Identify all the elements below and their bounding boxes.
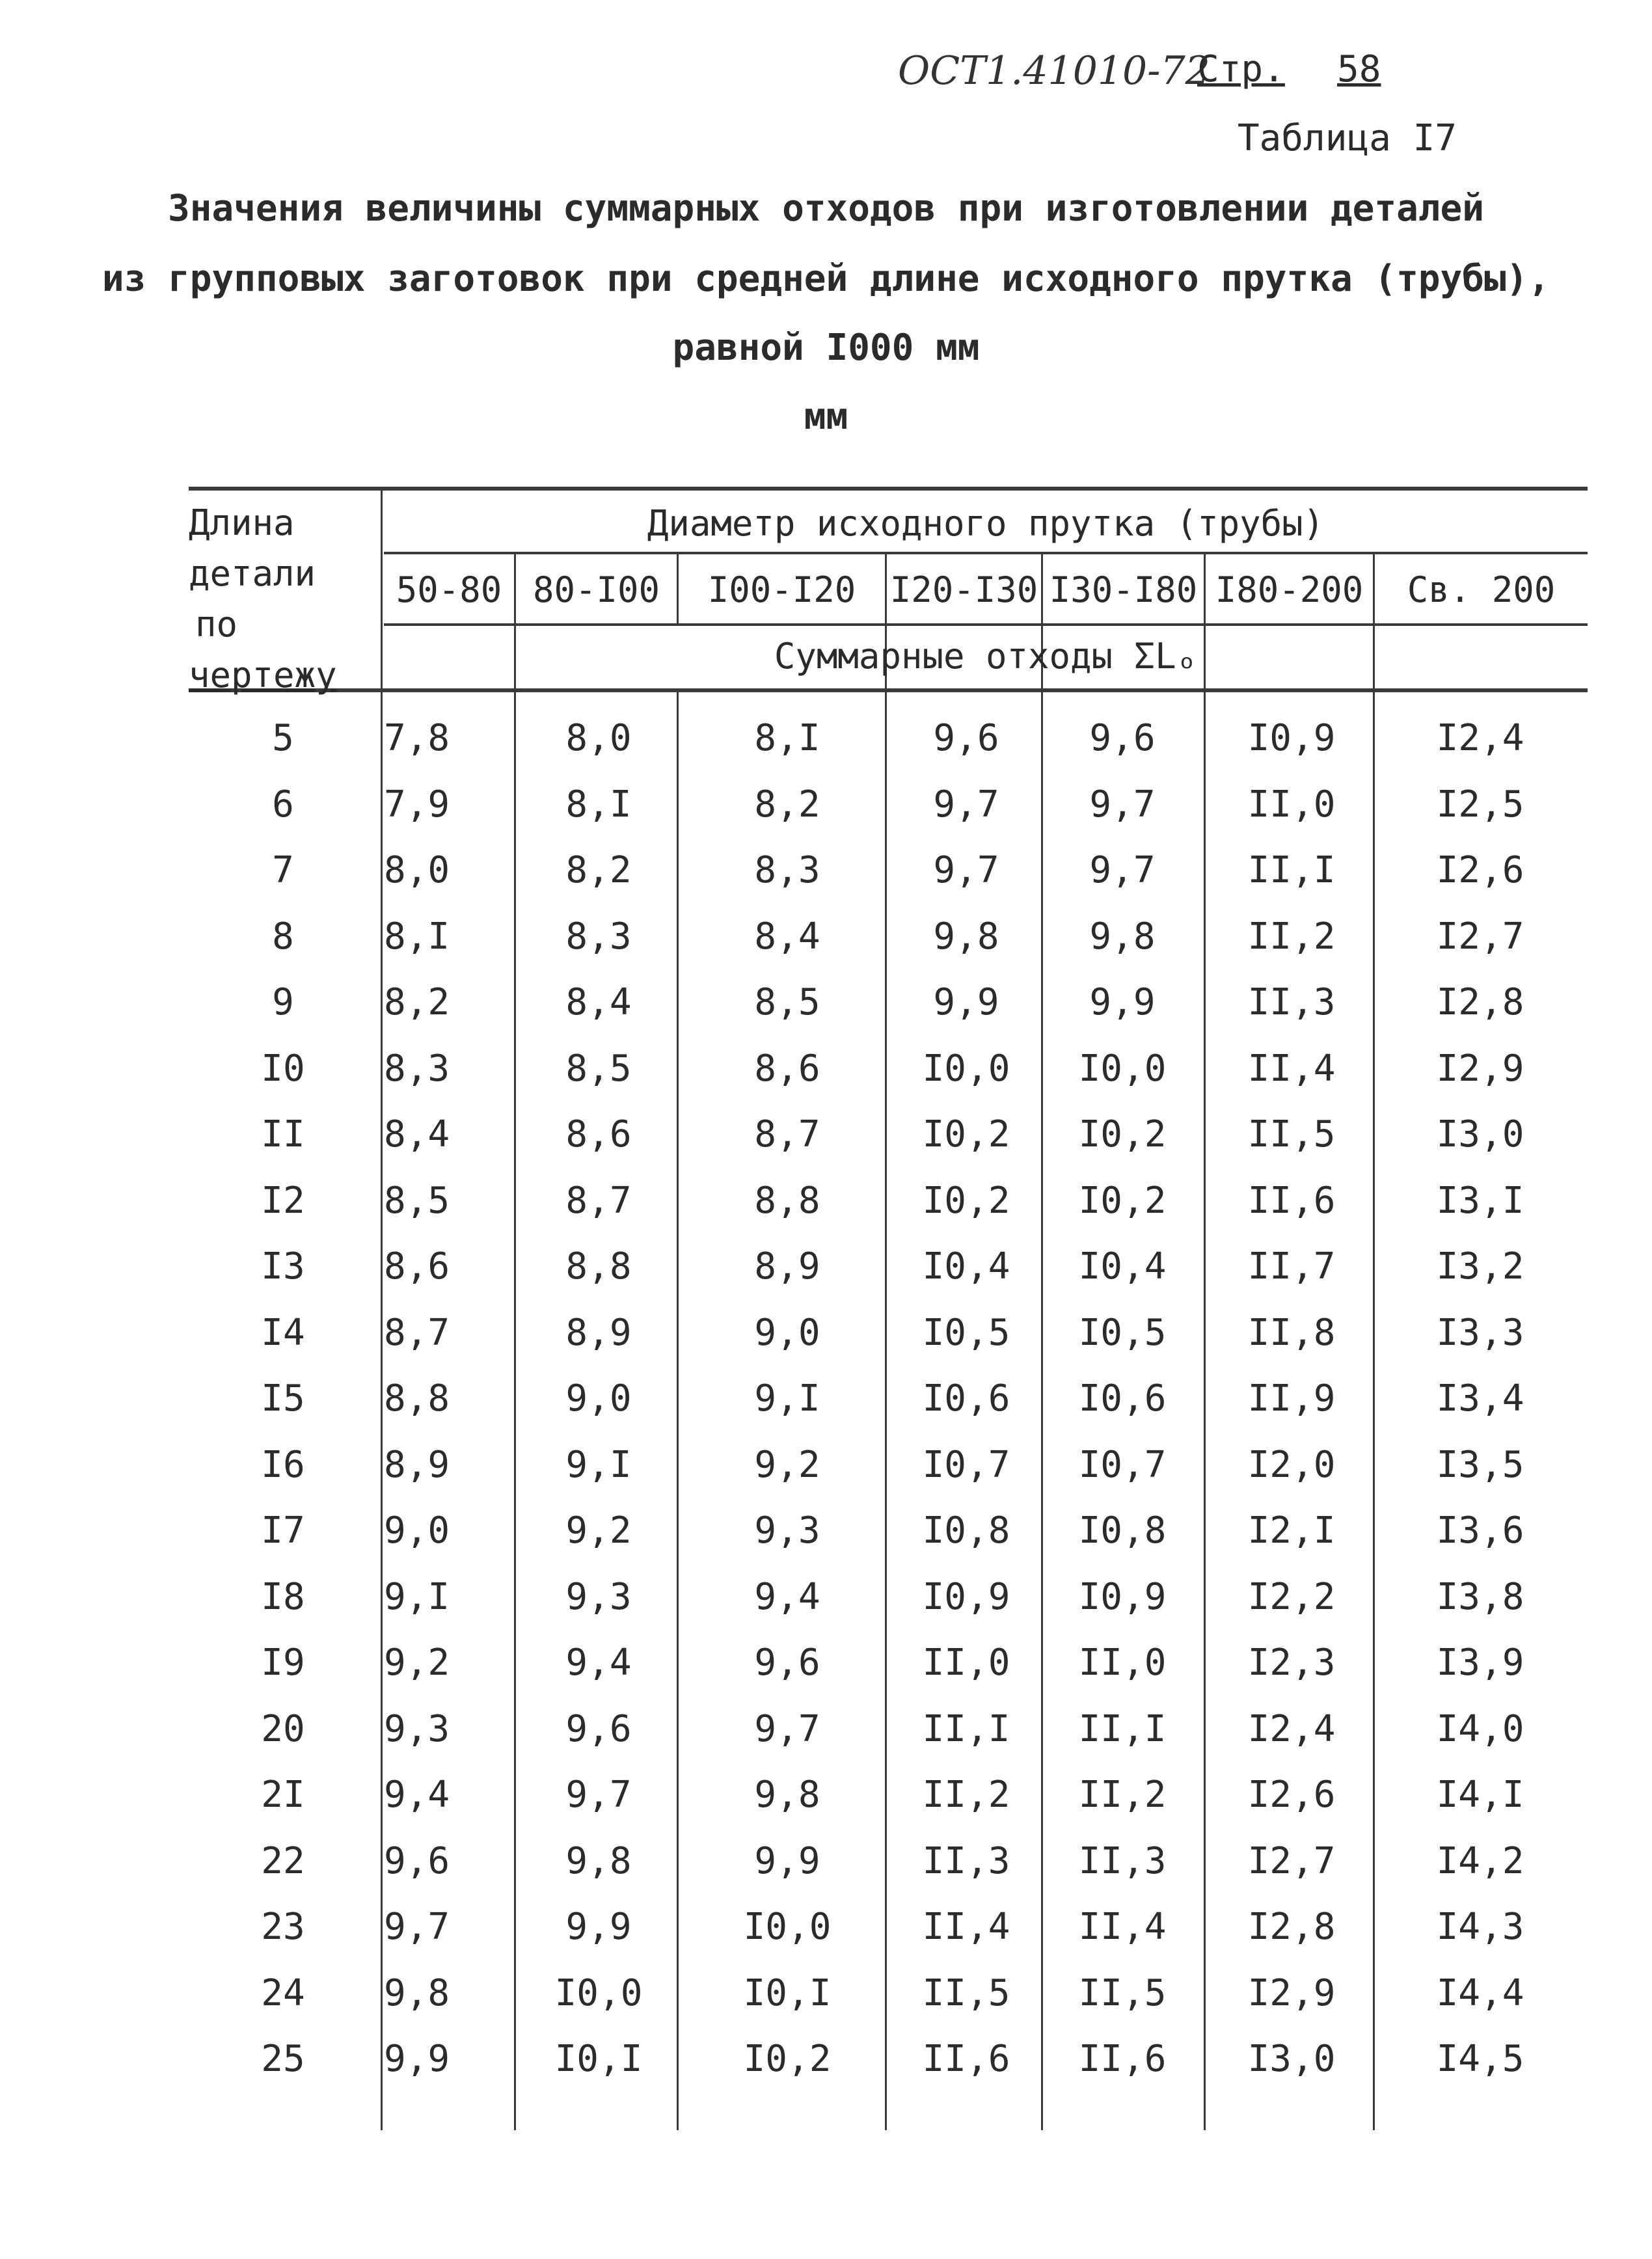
waste-value-cell: I3,4 bbox=[1436, 1377, 1524, 1420]
waste-value-cell: II,5 bbox=[922, 1972, 1010, 2014]
waste-value-cell: II,9 bbox=[1247, 1377, 1336, 1420]
part-length-cell: 22 bbox=[261, 1840, 305, 1882]
waste-value-cell: 9,8 bbox=[1089, 915, 1156, 958]
waste-value-cell: 8,7 bbox=[754, 1113, 820, 1156]
waste-value-cell: I0,5 bbox=[1078, 1312, 1167, 1354]
waste-value-cell: II,4 bbox=[1247, 1048, 1336, 1090]
waste-value-cell: II,0 bbox=[1247, 783, 1336, 826]
part-length-cell: I9 bbox=[261, 1642, 305, 1684]
column-separator bbox=[1041, 554, 1043, 2130]
waste-value-cell: II,I bbox=[922, 1708, 1010, 1750]
waste-value-cell: II,3 bbox=[1247, 981, 1336, 1023]
part-length-cell: I7 bbox=[261, 1509, 305, 1552]
waste-value-cell: I2,2 bbox=[1247, 1576, 1336, 1618]
waste-value-cell: 7,8 bbox=[384, 717, 450, 759]
waste-value-cell: I4,4 bbox=[1436, 1972, 1524, 2014]
waste-value-cell: 9,7 bbox=[565, 1774, 632, 1816]
waste-value-cell: 9,I bbox=[754, 1377, 820, 1420]
diameter-col-over-200: Св. 200 bbox=[1407, 569, 1556, 610]
waste-value-cell: 9,4 bbox=[565, 1642, 632, 1684]
waste-value-cell: II,2 bbox=[1247, 915, 1336, 958]
waste-value-cell: I3,2 bbox=[1436, 1245, 1524, 1288]
waste-value-cell: 9,7 bbox=[933, 849, 999, 891]
waste-value-cell: 9,6 bbox=[1089, 717, 1156, 759]
document-number: ОСТ1.41010-72 bbox=[898, 48, 1210, 94]
waste-value-cell: I2,9 bbox=[1247, 1972, 1336, 2014]
waste-value-cell: I4,I bbox=[1436, 1774, 1524, 1816]
title-line-2: из групповых заготовок при средней длине исходного прутка (трубы), bbox=[102, 258, 1550, 300]
diameter-col-50-80: 50-80 bbox=[396, 569, 502, 610]
waste-value-cell: 8,2 bbox=[754, 783, 820, 826]
waste-value-cell: I2,7 bbox=[1436, 915, 1524, 958]
title-line-3: равной I000 мм bbox=[672, 327, 980, 369]
waste-value-cell: 8,4 bbox=[754, 915, 820, 958]
part-length-cell: I6 bbox=[261, 1444, 305, 1486]
waste-value-cell: 8,8 bbox=[384, 1377, 450, 1420]
waste-value-cell: 7,9 bbox=[384, 783, 450, 826]
waste-value-cell: 9,3 bbox=[754, 1509, 820, 1552]
waste-value-cell: I0,I bbox=[554, 2038, 643, 2080]
header-line: детали bbox=[189, 553, 316, 594]
waste-value-cell: 9,2 bbox=[754, 1444, 820, 1486]
waste-value-cell: 9,9 bbox=[384, 2038, 450, 2080]
header-line: по bbox=[195, 604, 238, 645]
waste-value-cell: 8,0 bbox=[384, 849, 450, 891]
waste-value-cell: 8,2 bbox=[565, 849, 632, 891]
waste-value-cell: I3,9 bbox=[1436, 1642, 1524, 1684]
waste-value-cell: 9,0 bbox=[754, 1312, 820, 1354]
part-length-cell: 20 bbox=[261, 1708, 305, 1750]
waste-value-cell: 9,0 bbox=[565, 1377, 632, 1420]
waste-value-cell: I0,I bbox=[743, 1972, 832, 2014]
waste-value-cell: II,0 bbox=[922, 1642, 1010, 1684]
waste-value-cell: I0,2 bbox=[922, 1113, 1010, 1156]
waste-value-cell: 8,9 bbox=[384, 1444, 450, 1486]
waste-value-cell: II,2 bbox=[1078, 1774, 1167, 1816]
waste-value-cell: I0,7 bbox=[922, 1444, 1010, 1486]
waste-value-cell: II,2 bbox=[922, 1774, 1010, 1816]
waste-value-cell: 9,9 bbox=[933, 981, 999, 1023]
waste-value-cell: II,I bbox=[1078, 1708, 1167, 1750]
column-separator bbox=[381, 491, 383, 2130]
waste-value-cell: 9,8 bbox=[384, 1972, 450, 2014]
waste-value-cell: 9,6 bbox=[384, 1840, 450, 1882]
part-length-cell: I5 bbox=[261, 1377, 305, 1420]
title-line-1: Значения величины суммарных отходов при изготовлении деталей bbox=[168, 187, 1484, 230]
waste-value-cell: 8,6 bbox=[565, 1113, 632, 1156]
column-separator bbox=[677, 692, 679, 2130]
header-bottom-rule bbox=[189, 688, 1588, 692]
part-length-cell: I4 bbox=[261, 1312, 305, 1354]
waste-value-cell: II,I bbox=[1247, 849, 1336, 891]
waste-value-cell: II,4 bbox=[1078, 1906, 1167, 1948]
waste-value-cell: 9,9 bbox=[1089, 981, 1156, 1023]
waste-value-cell: 9,6 bbox=[565, 1708, 632, 1750]
part-length-cell: 23 bbox=[261, 1906, 305, 1948]
waste-value-cell: 9,I bbox=[384, 1576, 450, 1618]
column-separator bbox=[1204, 554, 1206, 2130]
waste-value-cell: 9,7 bbox=[384, 1906, 450, 1948]
waste-value-cell: I0,4 bbox=[922, 1245, 1010, 1288]
part-length-cell: II bbox=[261, 1113, 305, 1156]
part-length-cell: I8 bbox=[261, 1576, 305, 1618]
waste-value-cell: 9,6 bbox=[933, 717, 999, 759]
header-line: чертежу bbox=[189, 655, 337, 696]
waste-value-cell: I0,2 bbox=[922, 1180, 1010, 1222]
waste-value-cell: II,5 bbox=[1078, 1972, 1167, 2014]
waste-value-cell: 9,6 bbox=[754, 1642, 820, 1684]
waste-value-cell: I0,7 bbox=[1078, 1444, 1167, 1486]
waste-value-cell: I2,8 bbox=[1436, 981, 1524, 1023]
waste-value-cell: II,8 bbox=[1247, 1312, 1336, 1354]
table-label: Таблица I7 bbox=[1237, 117, 1457, 159]
waste-value-cell: I2,0 bbox=[1247, 1444, 1336, 1486]
waste-value-cell: I0,9 bbox=[1078, 1576, 1167, 1618]
waste-value-cell: I2,6 bbox=[1436, 849, 1524, 891]
waste-value-cell: 9,8 bbox=[754, 1774, 820, 1816]
diameter-col-100-120: I00-I20 bbox=[707, 569, 856, 610]
waste-value-cell: I0,0 bbox=[554, 1972, 643, 2014]
column-separator bbox=[514, 554, 516, 2130]
waste-value-cell: 9,8 bbox=[933, 915, 999, 958]
waste-value-cell: 8,8 bbox=[754, 1180, 820, 1222]
part-length-cell: I2 bbox=[261, 1180, 305, 1222]
waste-value-cell: 9,8 bbox=[565, 1840, 632, 1882]
waste-value-cell: I2,8 bbox=[1247, 1906, 1336, 1948]
waste-value-cell: 8,I bbox=[754, 717, 820, 759]
waste-value-cell: 8,3 bbox=[754, 849, 820, 891]
waste-value-cell: I2,9 bbox=[1436, 1048, 1524, 1090]
waste-value-cell: 8,0 bbox=[565, 717, 632, 759]
waste-value-cell: 8,9 bbox=[565, 1312, 632, 1354]
waste-value-cell: II,6 bbox=[1078, 2038, 1167, 2080]
waste-value-cell: I2,5 bbox=[1436, 783, 1524, 826]
waste-value-cell: 8,4 bbox=[565, 981, 632, 1023]
part-length-cell: I3 bbox=[261, 1245, 305, 1288]
waste-value-cell: I0,9 bbox=[922, 1576, 1010, 1618]
part-length-cell: 24 bbox=[261, 1972, 305, 2014]
waste-value-cell: I0,2 bbox=[743, 2038, 832, 2080]
waste-value-cell: 8,I bbox=[384, 915, 450, 958]
waste-value-cell: II,0 bbox=[1078, 1642, 1167, 1684]
waste-value-cell: II,3 bbox=[1078, 1840, 1167, 1882]
waste-value-cell: 8,3 bbox=[565, 915, 632, 958]
waste-value-cell: I3,8 bbox=[1436, 1576, 1524, 1618]
waste-value-cell: 9,7 bbox=[933, 783, 999, 826]
waste-value-cell: 9,9 bbox=[565, 1906, 632, 1948]
waste-value-cell: 8,9 bbox=[754, 1245, 820, 1288]
diameter-col-180-200: I80-200 bbox=[1215, 569, 1364, 610]
waste-value-cell: I2,I bbox=[1247, 1509, 1336, 1552]
header-rule-1 bbox=[384, 552, 1588, 554]
waste-value-cell: II,5 bbox=[1247, 1113, 1336, 1156]
waste-value-cell: I2,7 bbox=[1247, 1840, 1336, 1882]
waste-value-cell: 9,4 bbox=[384, 1774, 450, 1816]
waste-value-cell: 9,7 bbox=[1089, 849, 1156, 891]
waste-value-cell: II,6 bbox=[1247, 1180, 1336, 1222]
waste-value-cell: I2,6 bbox=[1247, 1774, 1336, 1816]
header-line: Длина bbox=[189, 502, 295, 543]
diameter-col-80-100: 80-I00 bbox=[532, 569, 660, 610]
diameter-col-130-180: I30-I80 bbox=[1049, 569, 1198, 610]
waste-value-cell: I2,3 bbox=[1247, 1642, 1336, 1684]
waste-value-cell: 9,7 bbox=[754, 1708, 820, 1750]
part-length-cell: 5 bbox=[272, 717, 294, 759]
diameter-col-120-130: I20-I30 bbox=[889, 569, 1038, 610]
waste-value-cell: I3,I bbox=[1436, 1180, 1524, 1222]
waste-value-cell: 9,4 bbox=[754, 1576, 820, 1618]
column-separator bbox=[885, 554, 887, 2130]
waste-value-cell: 8,I bbox=[565, 783, 632, 826]
waste-value-cell: I3,3 bbox=[1436, 1312, 1524, 1354]
waste-value-cell: I0,0 bbox=[922, 1048, 1010, 1090]
waste-value-cell: I0,6 bbox=[922, 1377, 1010, 1420]
waste-value-cell: 8,5 bbox=[565, 1048, 632, 1090]
waste-value-cell: II,4 bbox=[922, 1906, 1010, 1948]
length-column-header bbox=[189, 498, 377, 701]
part-length-cell: 2I bbox=[261, 1774, 305, 1816]
waste-value-cell: I4,0 bbox=[1436, 1708, 1524, 1750]
table-top-rule bbox=[189, 487, 1588, 491]
waste-value-cell: I3,5 bbox=[1436, 1444, 1524, 1486]
waste-value-cell: I4,3 bbox=[1436, 1906, 1524, 1948]
waste-value-cell: I0,9 bbox=[1247, 717, 1336, 759]
waste-value-cell: 8,6 bbox=[754, 1048, 820, 1090]
part-length-cell: 7 bbox=[272, 849, 294, 891]
part-length-cell: 8 bbox=[272, 915, 294, 958]
waste-value-cell: 9,0 bbox=[384, 1509, 450, 1552]
diameter-group-header: Диаметр исходного прутка (трубы) bbox=[647, 503, 1325, 544]
part-length-cell: 25 bbox=[261, 2038, 305, 2080]
waste-value-cell: 8,7 bbox=[565, 1180, 632, 1222]
waste-value-cell: I0,0 bbox=[1078, 1048, 1167, 1090]
waste-value-cell: 9,3 bbox=[565, 1576, 632, 1618]
waste-value-cell: 8,7 bbox=[384, 1312, 450, 1354]
waste-value-cell: I2,4 bbox=[1247, 1708, 1336, 1750]
waste-value-cell: I0,0 bbox=[743, 1906, 832, 1948]
part-length-cell: 6 bbox=[272, 783, 294, 826]
waste-value-cell: 8,5 bbox=[384, 1180, 450, 1222]
waste-value-cell: 9,2 bbox=[384, 1642, 450, 1684]
waste-value-cell: 9,7 bbox=[1089, 783, 1156, 826]
waste-value-cell: 9,I bbox=[565, 1444, 632, 1486]
waste-value-cell: 9,3 bbox=[384, 1708, 450, 1750]
waste-value-cell: II,6 bbox=[922, 2038, 1010, 2080]
waste-value-cell: II,7 bbox=[1247, 1245, 1336, 1288]
waste-value-cell: 8,2 bbox=[384, 981, 450, 1023]
unit-label: мм bbox=[804, 396, 848, 438]
waste-value-cell: 8,4 bbox=[384, 1113, 450, 1156]
waste-value-cell: II,3 bbox=[922, 1840, 1010, 1882]
column-separator bbox=[1373, 554, 1375, 2130]
total-waste-subheader: Суммарные отходы ΣLₒ bbox=[774, 636, 1198, 677]
waste-value-cell: I3,6 bbox=[1436, 1509, 1524, 1552]
waste-value-cell: 8,8 bbox=[565, 1245, 632, 1288]
header-rule-2 bbox=[384, 623, 1588, 626]
waste-value-cell: I3,0 bbox=[1247, 2038, 1336, 2080]
page-label: Стр. bbox=[1197, 48, 1285, 90]
part-length-cell: 9 bbox=[272, 981, 294, 1023]
waste-value-cell: 9,9 bbox=[754, 1840, 820, 1882]
waste-value-cell: 8,5 bbox=[754, 981, 820, 1023]
waste-value-cell: 8,6 bbox=[384, 1245, 450, 1288]
waste-value-cell: I0,2 bbox=[1078, 1113, 1167, 1156]
waste-value-cell: I4,2 bbox=[1436, 1840, 1524, 1882]
waste-value-cell: 8,3 bbox=[384, 1048, 450, 1090]
waste-value-cell: I0,2 bbox=[1078, 1180, 1167, 1222]
page-number: 58 bbox=[1337, 48, 1381, 90]
waste-value-cell: I0,4 bbox=[1078, 1245, 1167, 1288]
waste-value-cell: 9,2 bbox=[565, 1509, 632, 1552]
waste-value-cell: I0,5 bbox=[922, 1312, 1010, 1354]
waste-value-cell: I0,8 bbox=[922, 1509, 1010, 1552]
waste-value-cell: I4,5 bbox=[1436, 2038, 1524, 2080]
part-length-cell: I0 bbox=[261, 1048, 305, 1090]
waste-value-cell: I3,0 bbox=[1436, 1113, 1524, 1156]
waste-value-cell: I2,4 bbox=[1436, 717, 1524, 759]
waste-value-cell: I0,6 bbox=[1078, 1377, 1167, 1420]
waste-value-cell: I0,8 bbox=[1078, 1509, 1167, 1552]
